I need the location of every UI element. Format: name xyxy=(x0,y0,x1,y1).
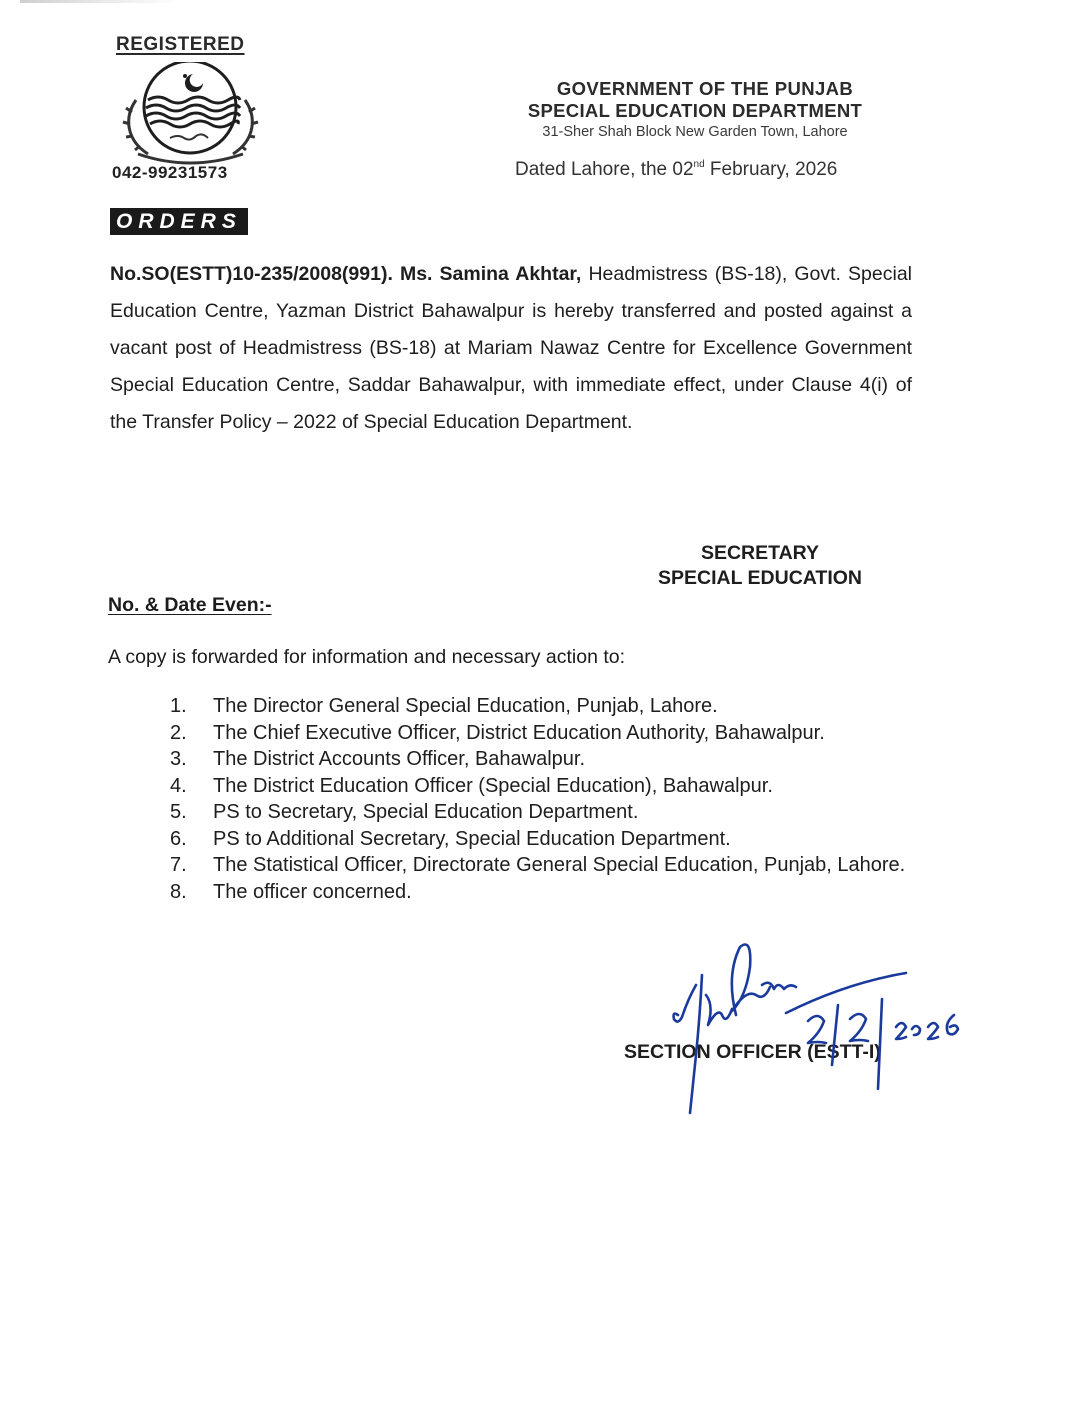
section-officer-title: SECTION OFFICER (ESTT-I) xyxy=(624,1041,881,1063)
dated-ordinal: nd xyxy=(693,159,705,170)
list-item xyxy=(170,746,910,773)
list-item xyxy=(170,799,910,826)
list-item xyxy=(170,852,910,879)
department-title: SPECIAL EDUCATION DEPARTMENT xyxy=(527,100,863,121)
dated-line xyxy=(515,159,837,181)
order-paragraph xyxy=(110,256,912,441)
signatory-department: SPECIAL EDUCATION xyxy=(657,567,863,589)
list-item-number: 4. xyxy=(170,774,187,797)
phone-number: 042-99231573 xyxy=(112,163,228,182)
government-title: GOVERNMENT OF THE PUNJAB xyxy=(556,78,854,99)
list-item-text: The officer concerned. xyxy=(213,880,412,903)
dated-rest: February, 2026 xyxy=(704,159,838,180)
list-item-number: 5. xyxy=(170,801,187,823)
list-item-number: 7. xyxy=(170,854,187,876)
distribution-list xyxy=(170,693,910,905)
forward-intro: A copy is forwarded for information and necessary action to: xyxy=(108,646,626,668)
list-item-text: The Chief Executive Officer, District Education Authority, Bahawalpur. xyxy=(213,721,825,744)
registered-label: REGISTERED xyxy=(116,34,245,55)
signature-icon xyxy=(610,935,1030,1125)
list-item-text: PS to Additional Secretary, Special Education Department. xyxy=(213,827,731,850)
officer-name: Ms. Samina Akhtar, xyxy=(399,263,582,285)
list-item-number: 3. xyxy=(170,748,187,770)
signatory-block xyxy=(630,541,890,591)
list-item xyxy=(170,826,910,853)
list-item-number: 6. xyxy=(170,827,187,850)
signatory-title: SECRETARY xyxy=(700,542,820,564)
order-number: No.SO(ESTT)10-235/2008(991). xyxy=(110,263,393,285)
list-item-number: 1. xyxy=(170,695,187,717)
list-item xyxy=(170,720,910,747)
list-item-text: The District Education Officer (Special Education), Bahawalpur. xyxy=(213,774,773,797)
dated-prefix: Dated Lahore, the 02 xyxy=(515,159,694,180)
list-item-text: The Director General Special Education, Punjab, Lahore. xyxy=(213,695,718,717)
department-address: 31-Sher Shah Block New Garden Town, Lahore xyxy=(542,124,848,140)
list-item xyxy=(170,879,910,906)
list-item xyxy=(170,693,910,720)
list-item-text: PS to Secretary, Special Education Department. xyxy=(213,801,639,823)
list-item-text: The Statistical Officer, Directorate General Special Education, Punjab, Lahore. xyxy=(213,854,906,876)
orders-badge: ORDERS xyxy=(110,208,248,235)
list-item-number: 8. xyxy=(170,880,187,903)
scan-smudge xyxy=(20,0,180,3)
list-item xyxy=(170,773,910,800)
punjab-emblem-icon xyxy=(118,62,263,167)
list-item-text: The District Accounts Officer, Bahawalpur. xyxy=(213,748,586,770)
order-text: Headmistress (BS-18), Govt. Special Education Centre, Yazman District Bahawalpur is hereby transferred and posted against a vacant post of Headmistress (BS-18) at Mariam Nawaz Centre for Excellence Government Special Education Centre, Saddar Bahawalpur, with immediate effect, under Clause 4(i) of the Transfer Policy – 2022 of Special Education Department. xyxy=(110,263,913,433)
list-item-number: 2. xyxy=(170,721,187,744)
no-date-even-heading: No. & Date Even:- xyxy=(108,594,272,616)
